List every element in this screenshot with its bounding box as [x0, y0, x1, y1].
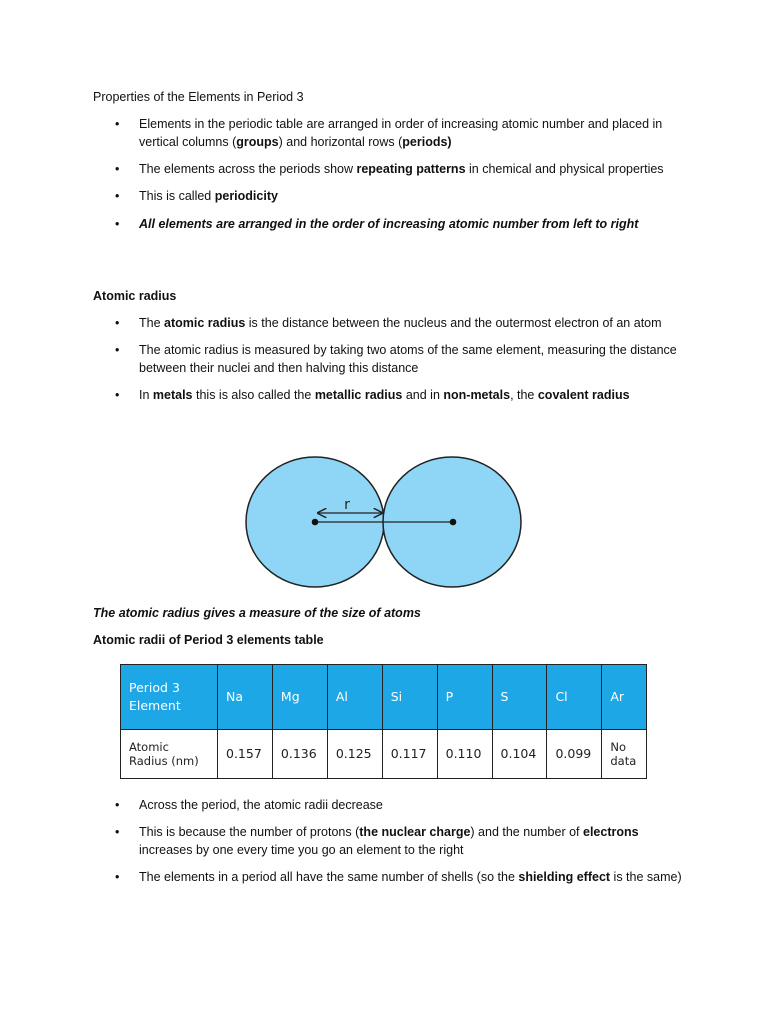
- list-item: • The atomic radius is the distance between the nucleus and the outermost electron of an atom: [93, 314, 683, 332]
- page-title: Properties of the Elements in Period 3: [93, 90, 304, 104]
- element-cell: Si: [382, 665, 437, 730]
- element-cell: P: [437, 665, 492, 730]
- list-item: • This is because the number of protons (the nuclear charge) and the number of electrons increases by one every time you go an element to the right: [93, 823, 683, 859]
- header-label-cell: [121, 665, 218, 730]
- list-item: • Across the period, the atomic radii decrease: [93, 796, 683, 814]
- list-item: • The elements across the periods show repeating patterns in chemical and physical properties: [93, 160, 683, 178]
- element-cell: Al: [327, 665, 382, 730]
- atomic-radius-heading: Atomic radius: [93, 289, 177, 303]
- radius-value-cell: 0.099: [547, 730, 602, 779]
- table-row: [121, 730, 647, 779]
- diagram-caption: The atomic radius gives a measure of the size of atoms: [93, 606, 421, 620]
- no-data-line-1: No: [610, 739, 626, 754]
- radius-value-cell: 0.117: [382, 730, 437, 779]
- trend-bullet-list: [93, 796, 683, 896]
- radius-value-cell: 0.125: [327, 730, 382, 779]
- row-label-line-2: Radius (nm): [129, 754, 199, 768]
- list-item: • The elements in a period all have the same number of shells (so the shielding effect is the same): [93, 868, 683, 886]
- left-nucleus: [312, 519, 319, 526]
- row-label-line-1: Atomic: [129, 739, 169, 754]
- intro-bullet-list: [93, 115, 683, 242]
- element-cell: Ar: [602, 665, 647, 730]
- list-item: • This is called periodicity: [93, 187, 683, 205]
- radius-label: r: [344, 497, 350, 513]
- element-cell: Cl: [547, 665, 602, 730]
- list-item: • In metals this is also called the metallic radius and in non-metals, the covalent radius: [93, 386, 683, 404]
- header-label-line-2: Element: [129, 698, 181, 713]
- atomic-radii-table: [120, 664, 647, 779]
- atomic-radius-diagram: [230, 448, 530, 593]
- element-cell: S: [492, 665, 547, 730]
- table-header-row: [121, 665, 647, 730]
- no-data-line-2: data: [610, 754, 637, 768]
- radius-value-cell: 0.157: [218, 730, 273, 779]
- list-item: • The atomic radius is measured by taking two atoms of the same element, measuring the distance between their nuclei and then halving this distance: [93, 341, 683, 377]
- right-nucleus: [450, 519, 457, 526]
- list-item: • All elements are arranged in the order of increasing atomic number from left to right: [93, 215, 683, 233]
- no-data-cell: [602, 730, 647, 779]
- table-title: Atomic radii of Period 3 elements table: [93, 633, 324, 647]
- radius-value-cell: 0.110: [437, 730, 492, 779]
- radius-value-cell: 0.136: [272, 730, 327, 779]
- element-cell: Mg: [272, 665, 327, 730]
- header-label-line-1: Period 3: [129, 679, 180, 695]
- radius-value-cell: 0.104: [492, 730, 547, 779]
- list-item: • Elements in the periodic table are arranged in order of increasing atomic number and placed in vertical columns (groups) and horizontal rows (periods): [93, 115, 683, 151]
- element-cell: Na: [218, 665, 273, 730]
- row-label-cell: [121, 730, 218, 779]
- atomic-radius-bullet-list: [93, 314, 683, 414]
